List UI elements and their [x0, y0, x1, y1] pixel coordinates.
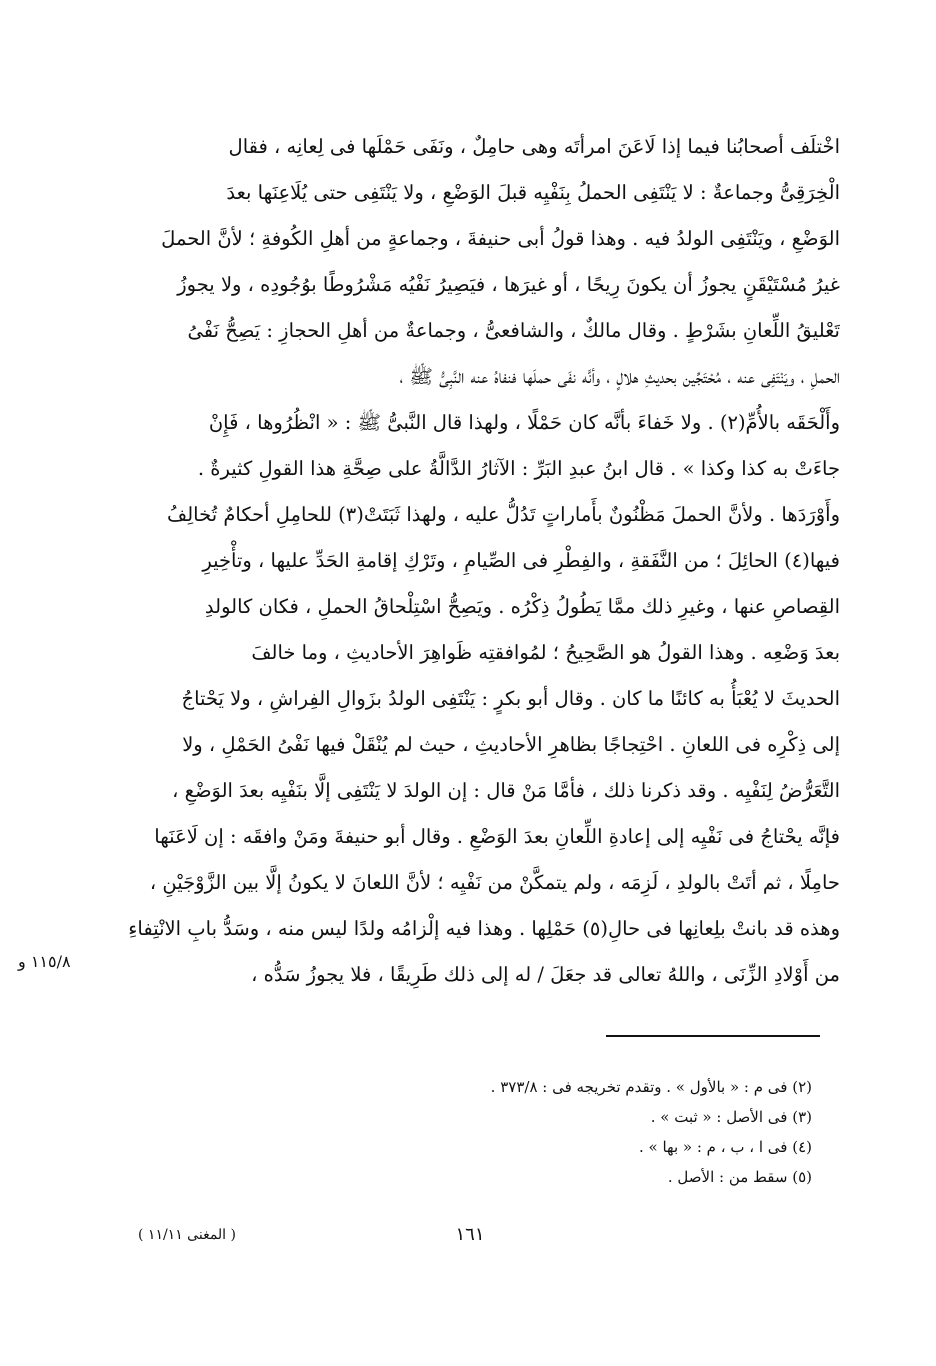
text-line: اخْتلَف أصحابُنا فيما إذا لَاعَنَ امرأتَه وهى حامِلٌ ، ونَفَى حَمْلَها فى لِعانِه ، فقال	[228, 135, 840, 158]
footnote: (٣) فى الأصل : « ثبت » .	[650, 1108, 812, 1126]
footnote: (٢) فى م : « بالأول » . وتقدم تخريجه فى : ٣٧٣/٨ .	[490, 1078, 812, 1096]
footnote: (٥) سقط من : الأصل .	[667, 1168, 812, 1186]
source-label: ( المغنى ١١/١١ )	[138, 1227, 236, 1243]
page-number: ١٦١	[455, 1224, 485, 1245]
text-line: غيرُ مُسْتَيْقَنٍ يجوزُ أن يكونَ رِيحًا ، أو غيرَها ، فيَصِيرُ نَفْيُه مَشْرُوطًا بوُجُودِه ، ولا يجوزُ	[177, 273, 840, 296]
main-text	[100, 124, 840, 998]
text-line: جاءَتْ به كذا وكذا » . قال ابنُ عبدِ البَرِّ : الآثارُ الدَّالَّةُ على صِحَّةِ هذا القولِ كثيرةٌ .	[197, 457, 840, 480]
text-line: الحديثَ لا يُعْبَأُ به كائنًا ما كان . وقال أبو بكرٍ : يَنْتَفِى الولدُ بزَوالِ الفِراشِ ، ولا يَحْتاجُ	[181, 687, 840, 710]
footnote: (٤) فى ا ، ب ، م : « بها » .	[639, 1138, 812, 1156]
text-line: القِصاصِ عنها ، وغيرِ ذلك ممَّا يَطُولُ ذِكْرُه . ويَصِحُّ اسْتِلْحاقُ الحملِ ، فكان كالولدِ	[204, 595, 840, 618]
text-line: إلى ذِكْرِه فى اللعانِ . احْتِجاجًا بظاهرِ الأحاديثِ ، حيث لم يُنْقَلْ فيها نَفْىُ الحَمْلِ ، ولا	[182, 733, 840, 756]
text-line: التَّعَرُّضُ لِنَفْيِه . وقد ذكرنا ذلك ، فأمَّا مَنْ قال : إن الولدَ لا يَنْتَفِى إلَّا بنَفْيِه بعدَ الوَضْعِ ،	[172, 779, 840, 802]
text-line: فيها(٤) الحائِلَ ؛ من النَّفَقةِ ، والفِطْرِ فى الصِّيامِ ، وتَرْكِ إقامةِ الحَدِّ عليها ، وتأْخِيرِ	[202, 549, 840, 572]
text-line: حامِلًا ، ثم أتَتْ بالولدِ ، لَزِمَه ، ولم يتمكَّنْ من نَفْيِه ؛ لأنَّ اللعانَ لا يكونُ إلَّا بين الزَّوْجَيْنِ ،	[149, 871, 840, 894]
text-line: الحملِ ، ويَنْتَفِى عنه ، مُحْتَجِّين بحديثِ هلالٍ ، وأنَّه نفَى حملَها فنفاهُ عنه النَّبِىُّ ﷺ ،	[399, 365, 840, 388]
footnotes	[252, 1072, 812, 1192]
text-line: فإنَّه يحْتاجُ فى نَفْيِه إلى إعادةِ اللِّعانِ بعدَ الوَضْعِ . وقال أبو حنيفةَ ومَنْ وافقَه : إن لَاعَنَها	[154, 825, 840, 848]
text-line: وأَوْرَدَها . ولأنَّ الحملَ مَظْنُونٌ بأَماراتٍ تَدُلُّ عليه ، ولهذا ثَبَتَتْ(٣) للحامِلِ أحكامٌ تُخالِفُ	[167, 503, 840, 526]
text-line: من أَوْلادِ الزِّنَى ، واللهُ تعالى قد جعَلَ / له إلى ذلك طَرِيقًا ، فلا يجوزُ سَدُّه ،	[251, 963, 840, 986]
text-line: بعدَ وَضْعِه . وهذا القولُ هو الصَّحِيحُ ؛ لمُوافقتِه ظَواهِرَ الأحاديثِ ، وما خالفَ	[251, 641, 840, 664]
text-line: الوَضْعِ ، ويَنْتَفِى الولدُ فيه . وهذا قولُ أبى حنيفةَ ، وجماعةٍ من أهلِ الكُوفةِ ؛ لأنَّ الحملَ	[161, 227, 840, 250]
text-line: وأَلْحَقَه بالأُمِّ(٢) . ولا خَفاءَ بأنَّه كان حَمْلًا ، ولهذا قال النَّبىُّ ﷺ : « انْظُرُوها ، فَإِنْ	[208, 411, 840, 434]
footnote-divider	[606, 1035, 820, 1037]
text-line: الْخِرَقِىُّ وجماعةٌ : لا يَنْتَفِى الحملُ بِنَفْيِه قبلَ الوَضْعِ ، ولا يَنْتَفِى حتى يُلَاعِنَها بعدَ	[226, 181, 840, 204]
text-line: وهذه قد بانتْ بلِعانِها فى حالِ(٥) حَمْلِها . وهذا فيه إلْزامُه ولدًا ليس منه ، وسَدُّ بابِ الانْتِفاءِ	[128, 917, 840, 940]
margin-reference: ١١٥/٨ و	[18, 952, 71, 971]
text-line: تَعْليقُ اللِّعانِ بشَرْطٍ . وقال مالكٌ ، والشافعىُّ ، وجماعةٌ من أهلِ الحجازِ : يَصِحُّ نَفْىُ	[187, 319, 840, 342]
